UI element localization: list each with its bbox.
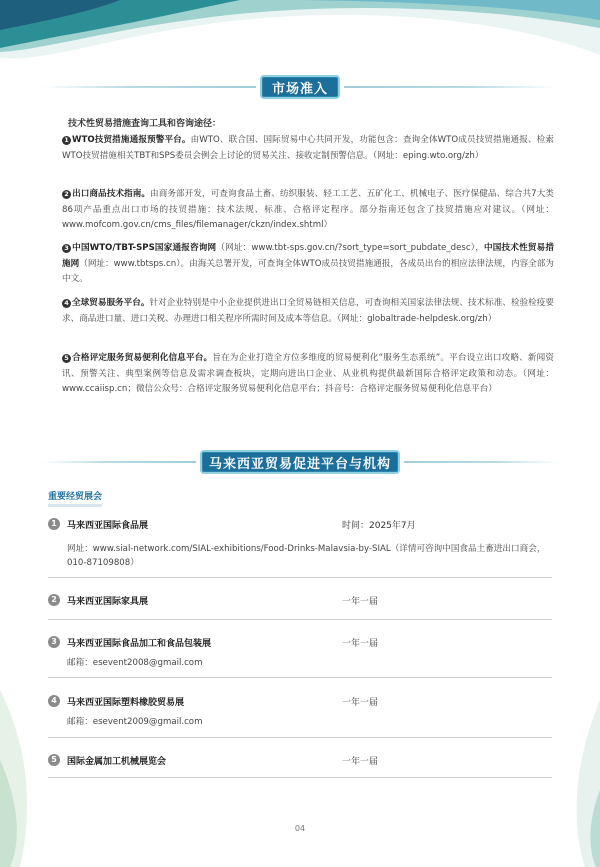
list-item — [62, 351, 554, 398]
fair-name: 马来西亚国际塑料橡胶贸易展 — [67, 698, 185, 708]
number-badge: 5 — [48, 754, 60, 766]
divider-line — [344, 86, 558, 88]
number-badge: 4 — [48, 695, 60, 707]
item-title-2: 中国技术性贸易措施网 — [62, 243, 554, 269]
intro-title: 技术性贸易措施查询工具和咨询途径： — [68, 119, 222, 129]
number-badge: 3 — [62, 244, 71, 253]
number-badge: 4 — [62, 299, 71, 308]
item-body: 由WTO、联合国、国际贸易中心共同开发，功能包含：查询全体WTO成员技贸措施通报、检索WTO技贸措施相关TBT和SPS委员会例会上讨论的贸易关注、接收定制预警信息。（网址：eping.wto.org/zh） — [62, 135, 554, 161]
item-body: （网址：www.tbt-sps.gov.cn/?sort_type=sort_pubdate_desc）， — [216, 243, 484, 253]
fair-name: 国际金属加工机械展览会 — [67, 757, 167, 767]
trade-fair-list — [48, 514, 552, 778]
section-title: 市场准入 — [260, 75, 340, 99]
divider-line — [42, 461, 196, 463]
number-badge: 2 — [62, 190, 71, 199]
fair-name: 马来西亚国际食品展 — [67, 521, 149, 531]
trade-fair-row — [48, 678, 552, 738]
section-header-market-access — [0, 75, 600, 99]
section-header-malaysia-trade — [0, 450, 600, 474]
list-item — [62, 241, 554, 288]
item-title: 中国WTO/TBT-SPS国家通报咨询网 — [72, 243, 217, 253]
item-body: （网址：www.tbtsps.cn）。由海关总署开发，可查询全体WTO成员技贸措施通报，各成员出台的相应法律法规，内容全部为中文。 — [62, 258, 554, 284]
trade-fair-row — [48, 620, 552, 678]
trade-fair-row — [48, 738, 552, 778]
number-badge: 2 — [48, 594, 60, 606]
divider-line — [42, 86, 256, 88]
number-badge: 1 — [48, 518, 60, 530]
item-body: 旨在为企业打造全方位多维度的贸易便利化“服务生态系统”。平台设立出口攻略、新闻资讯、预警关注、典型案例等信息及需求调查板块，定期向进出口企业、从业机构提供最新国际合格评定政策和动态。（网址：www.ccaiisp.cn；微信公众号：合格评定服务贸易便利化信息平台；抖音号：合格评定服务贸易便利化信息平台） — [62, 353, 554, 394]
fair-frequency: 一年一届 — [342, 639, 379, 649]
fair-time: 时间：2025年7月 — [342, 521, 416, 531]
item-title: 全球贸易服务平台。 — [72, 298, 150, 308]
section-title: 马来西亚贸易促进平台与机构 — [200, 450, 400, 474]
item-body: 由商务部开发，可查询食品土畜、纺织服装、轻工工艺、五矿化工、机械电子、医疗保健品、综合共7大类86项产品重点出口市场的技贸措施：技术法规、标准、合格评定程序。部分指南还包含了技贸措施应对建议。（网址：www.mofcom.gov.cn/cms_files/filemanager/ckzn/index.shtml） — [62, 189, 554, 230]
item-title: WTO技贸措施通报预警平台。 — [72, 135, 191, 145]
fair-frequency: 一年一届 — [342, 698, 379, 708]
list-item — [62, 187, 554, 234]
item-title: 合格评定服务贸易便利化信息平台。 — [72, 353, 213, 363]
fair-detail: 网址：www.sial-network.com/SIAL-exhibitions/Food-Drinks-Malavsia-by-SIAL（详情可咨询中国食品土畜进出口商会，010-87109808） — [67, 544, 546, 568]
item-body: 针对企业特别是中小企业提供进出口全贸易链相关信息，可查询相关国家法律法规、技术标准、检验检疫要求、商品进口量、进口关税、办理进口相关程序所需时间及成本等信息。（网址：globaltrade-helpdesk.org/zh） — [62, 298, 554, 324]
number-badge: 3 — [48, 636, 60, 648]
subsection-title: 重要经贸展会 — [48, 489, 102, 507]
fair-frequency: 一年一届 — [342, 597, 379, 607]
list-item — [62, 296, 554, 327]
fair-email: 邮箱：esevent2009@gmail.com — [67, 717, 203, 727]
number-badge: 5 — [62, 354, 71, 363]
trade-fair-row — [48, 514, 552, 578]
fair-name: 马来西亚国际食品加工和食品包装展 — [67, 639, 212, 649]
fair-frequency: 一年一届 — [342, 757, 379, 767]
number-badge: 1 — [62, 136, 71, 145]
fair-email: 邮箱：esevent2008@gmail.com — [67, 658, 203, 668]
list-item — [62, 133, 554, 164]
trade-fair-row — [48, 578, 552, 620]
divider-line — [404, 461, 558, 463]
fair-name: 马来西亚国际家具展 — [67, 597, 149, 607]
item-title: 出口商品技术指南。 — [72, 189, 151, 199]
page-number: 04 — [294, 824, 306, 833]
